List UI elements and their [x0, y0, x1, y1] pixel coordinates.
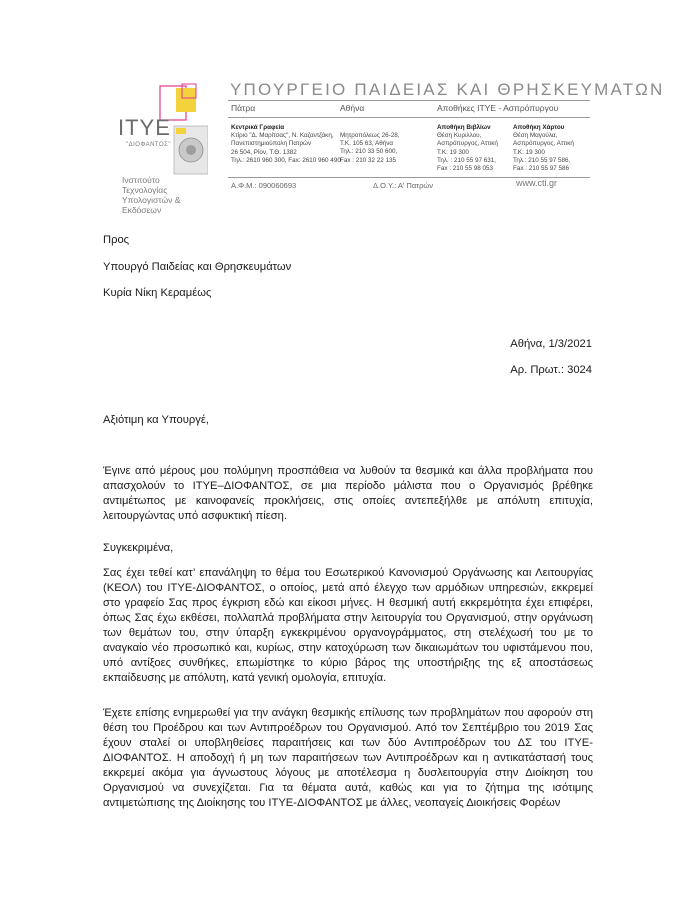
- books-line: Θέση Κυριλλου,: [437, 132, 482, 140]
- website-link[interactable]: www.cti.gr: [516, 178, 558, 188]
- hq-line: Πανεπιστημιούπολη Πατρών: [231, 140, 312, 148]
- to-label: Προς: [103, 234, 130, 246]
- books-line: Ασπρόπυργος, Αττική: [437, 140, 498, 148]
- city-warehouses: Αποθήκες ΙΤΥΕ - Ασπρόπυργου: [437, 103, 559, 113]
- logo-subname: "ΔΙΟΦΑΝΤΟΣ": [126, 142, 171, 148]
- body-paragraph: Έγινε από μέρους μου πολύμηνη προσπάθεια να λυθούν τα θεσμικά και άλλα προβλήματα που απασχολούν το ΙΤΥΕ–ΔΙΟΦΑΝΤΟΣ, σε μια περίοδο μάλιστα που ο Οργανισμός βρέθηκε αντιμέτωπος με καινοφανείς προκλήσεις, στις οποίες αντεπεξήλθε με απόλυτη επιτυχία, λειτουργώντας υπό ασφυκτική πίεση.: [103, 465, 593, 522]
- hq-line: Κτίριο "Δ. Μαρίτσας", Ν. Καζαντζάκη,: [231, 132, 334, 140]
- city-patra: Πάτρα: [231, 103, 256, 113]
- books-warehouse-address: [437, 124, 498, 173]
- letterhead-divider: [228, 117, 590, 118]
- letter-date: Αθήνα, 1/3/2021: [510, 338, 592, 350]
- ministry-title: ΥΠΟΥΡΓΕΙΟ ΠΑΙΔΕΙΑΣ ΚΑΙ ΘΡΗΣΚΕΥΜΑΤΩΝ: [230, 80, 665, 99]
- body-paragraph: Συγκεκριμένα,: [103, 542, 174, 554]
- logo-tagline-1: Ινστιτούτο: [122, 175, 160, 185]
- protocol-number: Αρ. Πρωτ.: 3024: [510, 364, 592, 376]
- tax-office: Δ.Ο.Υ.: Α' Πατρών: [373, 181, 433, 190]
- cti-logo: [118, 80, 218, 215]
- hq-title: Κεντρικά Γραφεία: [231, 124, 285, 131]
- paper-line: Ασπρόπυργος, Αττική: [513, 140, 574, 148]
- paper-line: Τηλ.: 210 55 97 586,: [513, 156, 571, 164]
- paper-warehouse-address: [513, 124, 574, 173]
- hq-address: [231, 124, 341, 165]
- hq-line: 26 504, Ρίον, Τ.Θ. 1382: [231, 148, 297, 156]
- logo-tagline-2: Τεχνολογίας: [122, 185, 168, 195]
- athens-line: Τηλ.: 210 33 50 600,: [340, 148, 398, 156]
- salutation: Αξιότιμη κα Υπουργέ,: [103, 414, 209, 426]
- paper-title: Αποθήκη Χάρτου: [513, 124, 565, 131]
- athens-line: Fax : 210 32 22 135: [340, 156, 397, 164]
- body-paragraph: Σας έχει τεθεί κατ’ επανάληψη το θέμα του Εσωτερικού Κανονισμού Οργάνωσης και Λειτουργίας (ΚΕΟΛ) του ΙΤΥΕ-ΔΙΟΦΑΝΤΟΣ, ο οποίος, μετά από έλεγχο των αρμόδιων υπηρεσιών, εκκρεμεί στο γραφείο Σας προς έγκριση εδώ και είκοσι μήνες. Η θεσμική αυτή εκκρεμότητα έχει επιφέρει, όπως Σας έχω εκθέσει, πολλαπλά προβλήματα στην λειτουργία του Οργανισμού, στην οργάνωση των θεμάτων του, στην ύπαρξη εγκεκριμένου οργανογράμματος, στη στελέχωσή του με το αναγκαίο νέο προσωπικό και, κυρίως, στην κατοχύρωση των δικαιωμάτων του υφιστάμενου που, υπό αντίξοες συνθήκες, επωμίστηκε το κύριο βάρος της υποστήριξης της εξ αποστάσεως εκπαίδευσης με απόλυτη, κατά γενική ομολογία, επιτυχία.: [103, 567, 593, 684]
- athens-line: Τ.Κ. 105 63, Αθήνα: [340, 140, 394, 148]
- books-line: Τ.Κ: 19 300: [437, 148, 469, 156]
- logo-tagline-3: Υπολογιστών & Εκδόσεων: [122, 195, 181, 215]
- hq-line: Τηλ.: 2610 960 300, Fax: 2610 960 490: [231, 156, 341, 164]
- books-line: Fax : 210 55 98 053: [437, 165, 494, 173]
- tax-id: Α.Φ.Μ.: 090060693: [231, 181, 297, 190]
- city-athina: Αθήνα: [340, 103, 365, 113]
- books-title: Αποθήκη Βιβλίων: [437, 124, 491, 131]
- recipient-title: Υπουργό Παιδείας και Θρησκευμάτων: [103, 261, 292, 273]
- paper-line: Fax : 210 55 97 586: [513, 165, 570, 173]
- athens-address: [340, 132, 399, 165]
- body-paragraph: Έχετε επίσης ενημερωθεί για την ανάγκη θεσμικής επίλυσης των προβλημάτων που αφορούν στη θέση του Προέδρου και των Αντιπροέδρων του Οργανισμού. Από τον Σεπτέμβριο του 2019 Σας έχουν σταλεί οι υποβληθείσες παραιτήσεις και των δύο Αντιπροέδρων του ΔΣ του ΙΤΥΕ-ΔΙΟΦΑΝΤΟΣ. Η αποδοχή ή μη των παραιτήσεων των Αντιπροέδρων και η αντικατάστασή τους εκκρεμεί ακόμα για άγνωστους λόγους με αποτέλεσμα η δυσλειτουργία στην Διοίκηση του Οργανισμού να συνεχίζεται. Για τα θέματα αυτά, καθώς και για το ζήτημα της ισότιμης αντιμετώπισης της Διοίκησης του ΙΤΥΕ-ΔΙΟΦΑΝΤΟΣ με άλλες, νεοπαγείς Διοικήσεις Φορέων: [103, 707, 593, 809]
- athens-line: Μητροπόλεως 26-28,: [340, 132, 400, 139]
- recipient-name: Κυρία Νίκη Κεραμέως: [103, 287, 212, 299]
- logo-name: ΙΤΥΕ: [118, 115, 171, 140]
- paper-line: Θέση Μαγούλα,: [513, 132, 558, 140]
- books-line: Τηλ. : 210 55 97 631,: [437, 156, 497, 164]
- paper-line: Τ.Κ: 19 300: [513, 148, 545, 156]
- letterhead-divider: [228, 100, 590, 101]
